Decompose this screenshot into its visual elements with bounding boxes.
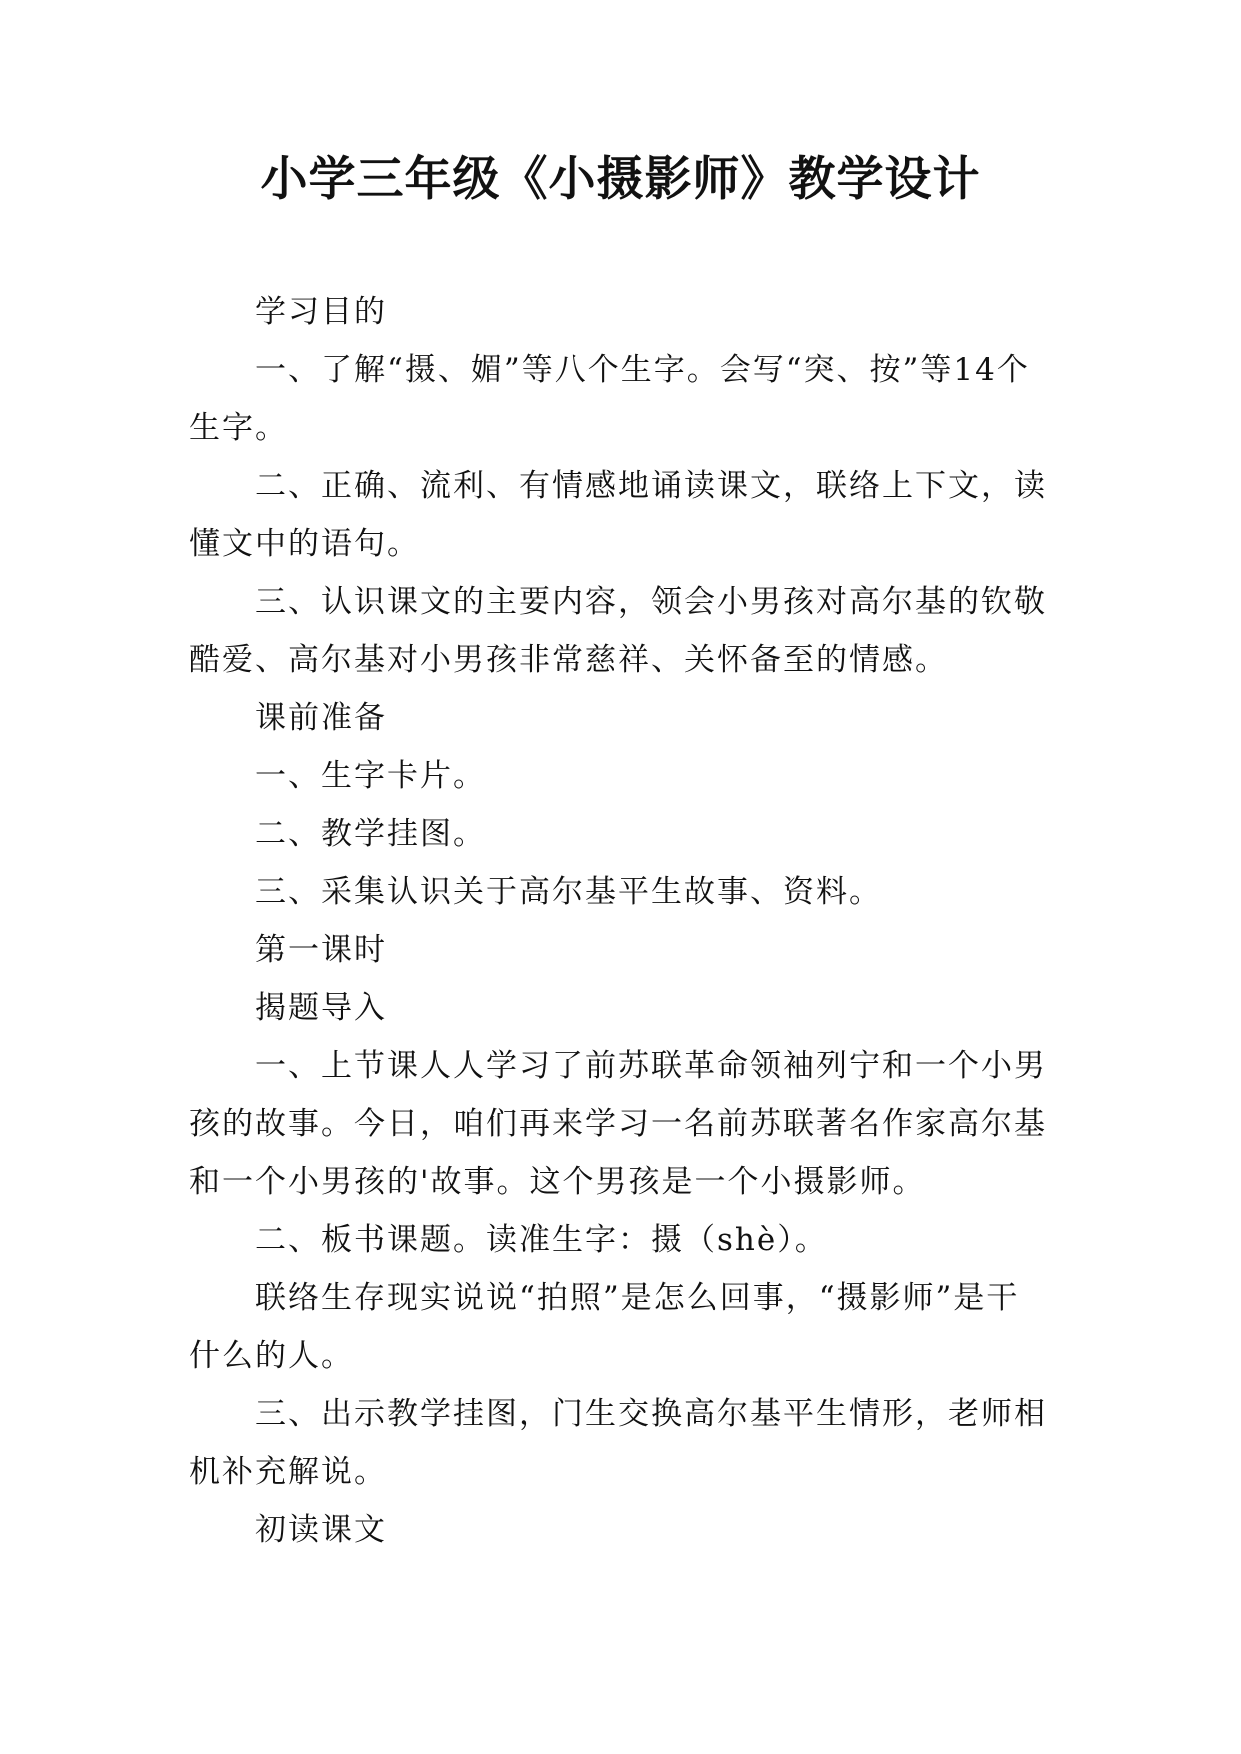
prep-item-1: 一、生字卡片。	[255, 758, 486, 794]
heading-learning-goals: 学习目的	[255, 294, 387, 330]
prep-item-2: 二、教学挂图。	[255, 816, 486, 852]
intro-paragraph: 联络生存现实说说“拍照”是怎么回事，“摄影师”是干什么的人。	[189, 1280, 1020, 1374]
intro-item-3: 三、出示教学挂图，门生交换高尔基平生情形，老师相机补充解说。	[189, 1396, 1047, 1490]
heading-first-reading: 初读课文	[255, 1512, 387, 1548]
goal-item-1: 一、了解“摄、媚”等八个生字。会写“突、按”等14个生字。	[189, 352, 1030, 446]
heading-introduction: 揭题导入	[255, 990, 387, 1026]
document-title: 小学三年级《小摄影师》教学设计	[260, 152, 981, 207]
heading-preparation: 课前准备	[255, 700, 387, 736]
intro-item-2: 二、板书课题。读准生字：摄（shè）。	[255, 1222, 828, 1258]
intro-item-1: 一、上节课人人学习了前苏联革命领袖列宁和一个小男孩的故事。今日，咱们再来学习一名前苏联著名作家高尔基和一个小男孩的'故事。这个男孩是一个小摄影师。	[189, 1048, 1047, 1200]
goal-item-2: 二、正确、流利、有情感地诵读课文，联络上下文，读懂文中的语句。	[189, 468, 1047, 562]
heading-first-lesson: 第一课时	[255, 932, 387, 968]
goal-item-3: 三、认识课文的主要内容，领会小男孩对高尔基的钦敬酷爱、高尔基对小男孩非常慈祥、关怀备至的情感。	[189, 584, 1047, 678]
prep-item-3: 三、采集认识关于高尔基平生故事、资料。	[255, 874, 882, 910]
document-body	[189, 283, 1051, 1559]
